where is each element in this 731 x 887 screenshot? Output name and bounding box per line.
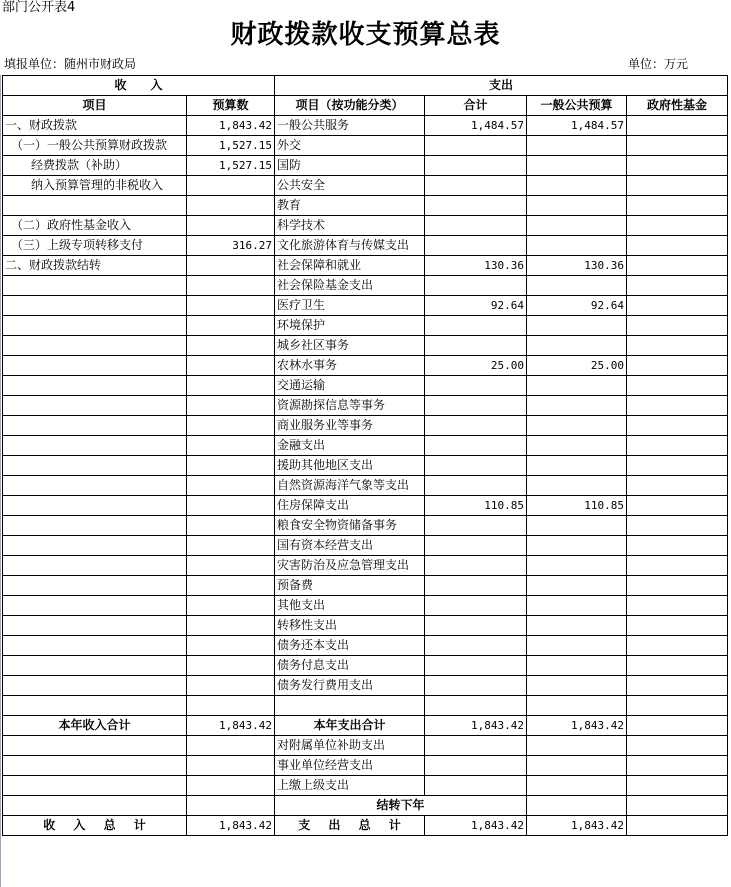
expense-fund — [627, 796, 728, 816]
expense-general — [527, 636, 627, 656]
income-value — [187, 516, 275, 536]
income-item — [3, 736, 187, 756]
income-item — [3, 196, 187, 216]
expense-total — [425, 196, 527, 216]
expense-general: 1,484.57 — [527, 116, 627, 136]
expense-fund — [627, 496, 728, 516]
income-value — [187, 636, 275, 656]
expense-fund — [627, 216, 728, 236]
expense-total — [425, 696, 527, 716]
income-item — [3, 676, 187, 696]
expense-general — [527, 796, 627, 816]
expense-item — [275, 696, 425, 716]
income-item — [3, 456, 187, 476]
expense-item: 预备费 — [275, 576, 425, 596]
income-item: 纳入预算管理的非税收入 — [3, 176, 187, 196]
expense-general — [527, 276, 627, 296]
income-value — [187, 416, 275, 436]
table-row — [3, 296, 728, 316]
expense-total: 110.85 — [425, 496, 527, 516]
expense-total — [425, 236, 527, 256]
expense-item: 事业单位经营支出 — [275, 756, 425, 776]
income-value — [187, 676, 275, 696]
income-item — [3, 376, 187, 396]
income-item — [3, 356, 187, 376]
expense-item: 住房保障支出 — [275, 496, 425, 516]
expense-item: 国有资本经营支出 — [275, 536, 425, 556]
expense-general: 92.64 — [527, 296, 627, 316]
expense-fund — [627, 616, 728, 636]
table-row — [3, 676, 728, 696]
income-value — [187, 276, 275, 296]
income-value: 1,527.15 — [187, 136, 275, 156]
expense-item: 债务还本支出 — [275, 636, 425, 656]
expense-fund — [627, 536, 728, 556]
income-value — [187, 736, 275, 756]
income-item: 一、财政拨款 — [3, 116, 187, 136]
income-value: 1,843.42 — [187, 116, 275, 136]
expense-total — [425, 756, 527, 776]
income-value — [187, 496, 275, 516]
income-value — [187, 376, 275, 396]
grand-expense-general: 1,843.42 — [527, 816, 627, 836]
year-income-value: 1,843.42 — [187, 716, 275, 736]
table-row — [3, 596, 728, 616]
year-expense-total: 1,843.42 — [425, 716, 527, 736]
income-value: 316.27 — [187, 236, 275, 256]
col-fund: 政府性基金 — [627, 96, 728, 116]
income-value — [187, 696, 275, 716]
expense-general — [527, 396, 627, 416]
income-value — [187, 196, 275, 216]
expense-fund — [627, 656, 728, 676]
expense-total — [425, 596, 527, 616]
expense-item: 援助其他地区支出 — [275, 456, 425, 476]
expense-general — [527, 456, 627, 476]
table-row — [3, 116, 728, 136]
table-row — [3, 516, 728, 536]
table-row — [3, 316, 728, 336]
col-budget: 预算数 — [187, 96, 275, 116]
expense-fund — [627, 356, 728, 376]
expense-fund — [627, 276, 728, 296]
income-item — [3, 696, 187, 716]
expense-general — [527, 516, 627, 536]
income-item — [3, 576, 187, 596]
expense-fund — [627, 776, 728, 796]
income-value — [187, 576, 275, 596]
expense-item: 文化旅游体育与传媒支出 — [275, 236, 425, 256]
table-row — [3, 156, 728, 176]
income-value — [187, 776, 275, 796]
table-row — [3, 236, 728, 256]
expense-fund — [627, 376, 728, 396]
expense-item: 其他支出 — [275, 596, 425, 616]
expense-item: 科学技术 — [275, 216, 425, 236]
expense-fund — [627, 176, 728, 196]
income-item — [3, 316, 187, 336]
expense-general — [527, 656, 627, 676]
table-row — [3, 536, 728, 556]
expense-fund — [627, 236, 728, 256]
income-value — [187, 296, 275, 316]
expense-general — [527, 616, 627, 636]
income-value — [187, 396, 275, 416]
col-general: 一般公共预算 — [527, 96, 627, 116]
income-item — [3, 436, 187, 456]
income-value — [187, 216, 275, 236]
income-value: 1,527.15 — [187, 156, 275, 176]
income-item — [3, 516, 187, 536]
table-row — [3, 656, 728, 676]
expense-total: 1,484.57 — [425, 116, 527, 136]
income-value — [187, 316, 275, 336]
expense-general — [527, 756, 627, 776]
section-header-row — [3, 76, 728, 96]
expense-item: 灾害防治及应急管理支出 — [275, 556, 425, 576]
table-row — [3, 476, 728, 496]
expense-total — [425, 136, 527, 156]
expense-fund — [627, 436, 728, 456]
table-row — [3, 556, 728, 576]
expense-total — [425, 676, 527, 696]
income-item — [3, 296, 187, 316]
expense-item: 城乡社区事务 — [275, 336, 425, 356]
grand-total-row — [3, 816, 728, 836]
expense-fund — [627, 296, 728, 316]
expense-general — [527, 676, 627, 696]
expense-fund — [627, 256, 728, 276]
expense-fund — [627, 476, 728, 496]
expense-total — [425, 736, 527, 756]
expense-item: 粮食安全物资储备事务 — [275, 516, 425, 536]
income-value — [187, 616, 275, 636]
expense-total — [425, 776, 527, 796]
expense-general — [527, 196, 627, 216]
page-title: 财政拨款收支预算总表 — [230, 20, 501, 50]
income-value — [187, 556, 275, 576]
expense-total — [425, 536, 527, 556]
expense-item: 外交 — [275, 136, 425, 156]
expense-item: 公共安全 — [275, 176, 425, 196]
expense-item: 环境保护 — [275, 316, 425, 336]
income-value — [187, 336, 275, 356]
year-expense-fund — [627, 716, 728, 736]
income-item — [3, 496, 187, 516]
grand-expense-total: 1,843.42 — [425, 816, 527, 836]
table-row — [3, 336, 728, 356]
income-item — [3, 396, 187, 416]
expense-fund — [627, 676, 728, 696]
expense-fund — [627, 416, 728, 436]
year-expense-general: 1,843.42 — [527, 716, 627, 736]
income-item: （一）一般公共预算财政拨款 — [3, 136, 187, 156]
table-row — [3, 696, 728, 716]
income-item — [3, 776, 187, 796]
expense-total — [425, 656, 527, 676]
expense-item: 一般公共服务 — [275, 116, 425, 136]
expense-total — [425, 456, 527, 476]
expense-fund — [627, 336, 728, 356]
table-row — [3, 576, 728, 596]
income-value — [187, 656, 275, 676]
expense-fund — [627, 576, 728, 596]
expense-fund — [627, 636, 728, 656]
expense-total — [425, 156, 527, 176]
expense-general — [527, 436, 627, 456]
expense-general — [527, 536, 627, 556]
table-row — [3, 456, 728, 476]
expense-item: 债务付息支出 — [275, 656, 425, 676]
table-row — [3, 396, 728, 416]
expense-fund — [627, 396, 728, 416]
income-item — [3, 476, 187, 496]
col-item-func: 项目（按功能分类） — [275, 96, 425, 116]
expense-general — [527, 136, 627, 156]
income-item — [3, 596, 187, 616]
expense-general — [527, 556, 627, 576]
expense-total: 92.64 — [425, 296, 527, 316]
income-item — [3, 656, 187, 676]
expense-item: 商业服务业等事务 — [275, 416, 425, 436]
income-item — [3, 636, 187, 656]
expense-general — [527, 376, 627, 396]
year-total-row — [3, 716, 728, 736]
expense-fund — [627, 736, 728, 756]
expense-total — [425, 276, 527, 296]
expense-fund — [627, 516, 728, 536]
expense-item: 对附属单位补助支出 — [275, 736, 425, 756]
table-row — [3, 636, 728, 656]
expense-general — [527, 576, 627, 596]
income-value — [187, 456, 275, 476]
table-row — [3, 736, 728, 756]
expense-fund — [627, 756, 728, 776]
expense-general — [527, 156, 627, 176]
expense-fund — [627, 456, 728, 476]
income-item — [3, 336, 187, 356]
expense-general — [527, 316, 627, 336]
expense-item: 教育 — [275, 196, 425, 216]
expense-item: 上缴上级支出 — [275, 776, 425, 796]
income-item — [3, 276, 187, 296]
expense-fund — [627, 316, 728, 336]
grand-expense-label: 支 出 总 计 — [275, 816, 425, 836]
expense-total — [425, 316, 527, 336]
reporting-unit: 填报单位：随州市财政局 — [4, 57, 137, 71]
table-row — [3, 496, 728, 516]
expense-item: 社会保障和就业 — [275, 256, 425, 276]
income-item — [3, 556, 187, 576]
expense-item: 农林水事务 — [275, 356, 425, 376]
table-row — [3, 616, 728, 636]
expense-general — [527, 596, 627, 616]
table-row — [3, 356, 728, 376]
table-row — [3, 176, 728, 196]
grand-income-value: 1,843.42 — [187, 816, 275, 836]
income-header: 收 入 — [3, 76, 275, 96]
expense-general — [527, 476, 627, 496]
expense-general: 110.85 — [527, 496, 627, 516]
expense-total: 25.00 — [425, 356, 527, 376]
expense-general — [527, 336, 627, 356]
expense-total — [425, 476, 527, 496]
sheet-left-edge — [0, 75, 1, 887]
column-header-row — [3, 96, 728, 116]
year-income-label: 本年收入合计 — [3, 716, 187, 736]
form-tag: 部门公开表4 — [2, 0, 76, 15]
expense-fund — [627, 116, 728, 136]
income-item: （二）政府性基金收入 — [3, 216, 187, 236]
expense-general — [527, 736, 627, 756]
income-value — [187, 436, 275, 456]
expense-fund — [627, 196, 728, 216]
expense-general — [527, 236, 627, 256]
col-item: 项目 — [3, 96, 187, 116]
expense-fund — [627, 556, 728, 576]
expense-general — [527, 776, 627, 796]
income-value — [187, 476, 275, 496]
carry-forward-row — [3, 796, 728, 816]
expense-total — [425, 576, 527, 596]
grand-income-label: 收 入 总 计 — [3, 816, 187, 836]
table-row — [3, 256, 728, 276]
expense-item: 金融支出 — [275, 436, 425, 456]
income-item — [3, 536, 187, 556]
expense-fund — [627, 156, 728, 176]
table-row — [3, 136, 728, 156]
expense-total — [425, 416, 527, 436]
budget-table — [2, 75, 728, 836]
table-row — [3, 276, 728, 296]
income-item — [3, 416, 187, 436]
expense-total — [425, 396, 527, 416]
table-row — [3, 196, 728, 216]
expense-total — [425, 336, 527, 356]
income-item: （三）上级专项转移支付 — [3, 236, 187, 256]
expense-item: 资源勘探信息等事务 — [275, 396, 425, 416]
income-item: 经费拨款（补助） — [3, 156, 187, 176]
income-value — [187, 536, 275, 556]
expense-total — [425, 216, 527, 236]
expense-general — [527, 416, 627, 436]
expense-general: 25.00 — [527, 356, 627, 376]
table-row — [3, 216, 728, 236]
table-row — [3, 756, 728, 776]
expense-total — [425, 636, 527, 656]
expense-total — [425, 616, 527, 636]
expense-fund — [627, 596, 728, 616]
carry-forward-label: 结转下年 — [275, 796, 527, 816]
table-row — [3, 776, 728, 796]
income-item — [3, 756, 187, 776]
expense-general: 130.36 — [527, 256, 627, 276]
expense-item: 国防 — [275, 156, 425, 176]
income-value — [187, 796, 275, 816]
expense-general — [527, 176, 627, 196]
expense-item: 自然资源海洋气象等支出 — [275, 476, 425, 496]
income-item: 二、财政拨款结转 — [3, 256, 187, 276]
expense-item: 交通运输 — [275, 376, 425, 396]
currency-unit: 单位：万元 — [628, 57, 689, 71]
table-row — [3, 376, 728, 396]
table-row — [3, 416, 728, 436]
income-value — [187, 176, 275, 196]
expense-fund — [627, 136, 728, 156]
expense-general — [527, 216, 627, 236]
expense-total — [425, 376, 527, 396]
table-row — [3, 436, 728, 456]
expense-item: 债务发行费用支出 — [275, 676, 425, 696]
income-value — [187, 356, 275, 376]
expense-header: 支出 — [275, 76, 728, 96]
expense-total — [425, 556, 527, 576]
expense-item: 医疗卫生 — [275, 296, 425, 316]
income-value — [187, 756, 275, 776]
income-value — [187, 256, 275, 276]
expense-fund — [627, 696, 728, 716]
expense-item: 转移性支出 — [275, 616, 425, 636]
income-item — [3, 616, 187, 636]
year-expense-label: 本年支出合计 — [275, 716, 425, 736]
expense-total — [425, 176, 527, 196]
expense-item: 社会保险基金支出 — [275, 276, 425, 296]
expense-general — [527, 696, 627, 716]
col-total: 合计 — [425, 96, 527, 116]
income-item — [3, 796, 187, 816]
grand-expense-fund — [627, 816, 728, 836]
expense-total — [425, 436, 527, 456]
expense-total: 130.36 — [425, 256, 527, 276]
expense-total — [425, 516, 527, 536]
income-value — [187, 596, 275, 616]
